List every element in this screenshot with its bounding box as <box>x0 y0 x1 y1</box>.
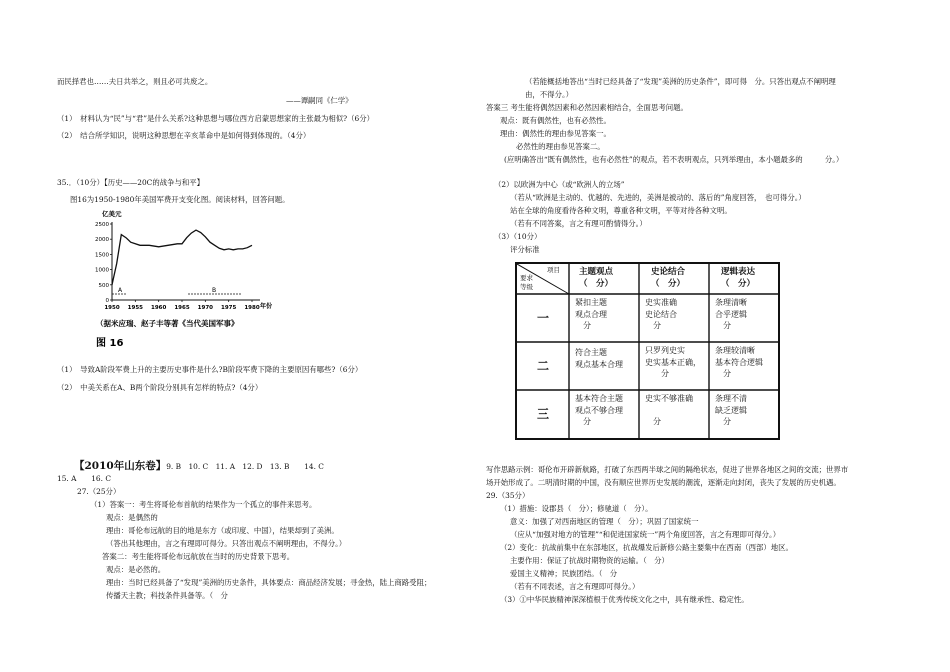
rubric-cell-1-theme-l3: 分 <box>575 321 591 331</box>
answer-29-2-spirit: 爱国主义精神；民族团结。（ 分 <box>510 569 618 578</box>
mc-answers-2: 15. A 16. C <box>57 474 111 483</box>
quote-source: ——谭嗣同《仁学》 <box>286 96 353 105</box>
question-35-2: （2） 中美关系在A、B两个阶段分别具有怎样的特点?（4分） <box>57 383 263 392</box>
rubric-cell-1-theme-l2: 观点合理 <box>575 309 607 319</box>
answer-27-1-note1: （答出其他理由，言之有理即可得分。只答出观点不阐明理由，不得分。） <box>106 539 347 548</box>
rubric-cell-1-history <box>645 297 677 332</box>
rubric-cell-3-theme-l3: 分 <box>575 417 591 427</box>
rubric-level-1: 一 <box>537 311 550 325</box>
rubric-header-logic-line2: （ 分） <box>721 279 756 290</box>
rubric-header-history-line1: 史论结合 <box>651 267 686 277</box>
answer-29-1-meaning: 意义：加强了对西南地区的管理（ 分）；巩固了国家统一 <box>510 517 699 526</box>
rubric-cell-1-theme <box>575 297 607 332</box>
y-tick-label-4: 2000 <box>95 237 109 244</box>
answer-27-1-a2: 答案二：考生能将哥伦布远航放在当时的历史背景下思考。 <box>102 552 295 561</box>
rubric-header-logic-line1: 逻辑表达 <box>721 267 756 277</box>
answer-29-2-change: （2）变化：抗战前集中在东部地区，抗战爆发后新修公路主要集中在西南（西部）地区。 <box>500 543 793 552</box>
phase-b-label: B <box>212 287 217 294</box>
chart-ylabel: 亿美元 <box>102 210 122 218</box>
answer-29-1-measures: （1）措施：设郡县（ 分）；修驰道（ 分）。 <box>500 504 653 513</box>
rubric-corner-top: 项目 <box>547 266 560 274</box>
answer-29-2-note: （若有不同表述，言之有理即可得分。） <box>510 582 640 591</box>
rubric-cell-2-history-l1: 只罗列史实 <box>645 346 685 355</box>
rubric-cell-3-history-l3: 分 <box>645 417 661 427</box>
answer-27-2-note2: （若有不同答案，言之有理可酌情得分。） <box>510 219 647 228</box>
chart-y-ticks <box>95 222 112 304</box>
answer-29-2-role: 主要作用：保证了抗战时期物资的运输。（ 分） <box>510 556 669 565</box>
writing-example-line2: 场开始形成了。二明清时期的中国，没有顺应世界历史发展的潮流，逐渐走向封闭，丧失了发展的历史机遇。 <box>486 478 841 487</box>
rubric-cell-3-logic-l2: 缺乏逻辑 <box>715 405 747 415</box>
x-tick-label-4: 1970 <box>197 305 213 311</box>
rubric-cell-3-history-l2 <box>645 405 693 417</box>
rubric-header-theme <box>579 266 613 291</box>
rubric-corner-left2: 等级 <box>520 283 533 291</box>
rubric-cell-1-history-l3: 分 <box>645 321 661 331</box>
rubric-cell-2-theme-l2: 观点基本合理 <box>575 359 623 369</box>
answer-27-2-note: （若从“欧洲是主动的、优越的、先进的，美洲是被动的、落后的”角度回答， 也可得分。） <box>510 193 806 202</box>
answer-29-3: （3）①中华民族精神深深植根于优秀传统文化之中，具有继承性、稳定性。 <box>500 595 749 604</box>
answer-27-note-cond: （若能概括地答出“当时已经具备了“发现”美洲的历史条件”，即可得 分。只答出观点不阐明理 <box>525 77 836 86</box>
chart-x-unit: 年份 <box>260 303 273 310</box>
answer-29-1-note: （应从“加强对地方的管理”“和促进国家统一”两个角度回答，言之有理即可得分。） <box>510 530 781 539</box>
rubric-cell-2-theme <box>575 347 623 370</box>
writing-example-line1: 写作思路示例：哥伦布开辟新航路，打破了东西两半球之间的隔绝状态，促进了世界各地区之间的交流；世界市 <box>486 465 849 474</box>
question-35-1: （1） 导致A阶段军费上升的主要历史事件是什么?B阶段军费下降的主要原因有哪些?（6分） <box>57 365 363 374</box>
x-tick-label-5: 1975 <box>221 305 237 311</box>
rubric-cell-1-theme-l1: 紧扣主题 <box>575 298 607 307</box>
mc-answers-1: 9. B 10. C 11. A 12. D 13. B 14. C <box>166 462 324 471</box>
rubric-cell-2-logic-l3: 分 <box>715 369 731 379</box>
rubric-cell-3-history-l1: 史实不够准确 <box>645 394 693 403</box>
rubric-cell-2-logic <box>715 345 763 380</box>
rubric-cell-1-logic-l1: 条理清晰 <box>715 298 747 307</box>
rubric-cell-3-logic-l1: 条理不清 <box>715 394 747 403</box>
rubric-cell-2-logic-l1: 条理较清晰 <box>715 346 755 355</box>
x-tick-label-0: 1950 <box>104 305 120 311</box>
answer-27-note-cond-cont: 由，不得分。） <box>525 90 574 99</box>
x-tick-label-3: 1965 <box>174 305 190 311</box>
rubric-cell-1-history-l1: 史实准确 <box>645 298 677 307</box>
rubric-cell-3-theme-l1: 基本符合主题 <box>575 394 623 403</box>
rubric-header-history-line2: （ 分） <box>651 279 686 290</box>
rubric-cell-3-theme-l2: 观点不够合理 <box>575 405 623 415</box>
rubric-corner-left1: 要求 <box>520 274 533 282</box>
rubric-cell-3-theme <box>575 393 623 428</box>
question-34-1: （1） 材料认为“民”与“君”是什么关系?这种思想与哪位西方启蒙思想家的主张最为相似?（6分） <box>57 114 374 123</box>
answer-27-1-reason2: 理由：当时已经具备了“发现”美洲的历史条件，具体要点：商品经济发展；寻金热，陆上商路受阻； <box>106 578 432 587</box>
rubric-cell-1-logic-l3: 分 <box>715 321 731 331</box>
answer-27-a3: 答案三 考生能将偶然因素和必然因素相结合，全面思考问题。 <box>486 103 688 112</box>
answer-27-a3-reason2: 必然性的理由参见答案二。 <box>516 142 605 151</box>
answer-27-a3-view: 观点：既有偶然性，也有必然性。 <box>500 116 611 125</box>
military-spending-chart <box>82 206 277 358</box>
answer-29-heading: 29.（35分） <box>486 491 530 500</box>
y-tick-label-2: 1000 <box>95 267 109 274</box>
rubric-cell-1-logic-l2: 合乎逻辑 <box>715 309 747 319</box>
rubric-cell-2-logic-l2: 基本符合逻辑 <box>715 357 763 367</box>
rubric-cell-2-history-l2: 史实基本正确， <box>645 357 701 367</box>
rubric-cell-3-logic-l3: 分 <box>715 417 731 427</box>
quote-ending: 而民择君也……夫日共举之，则且必可共废之。 <box>57 77 213 86</box>
exam-title: 【2010年山东卷】 <box>74 460 167 472</box>
chart-caption-title: 图 16 <box>96 338 124 349</box>
answer-27-heading: 27.（25分） <box>77 487 121 496</box>
answer-27-1-view2: 观点：是必然的。 <box>106 565 166 574</box>
rubric-level-2: 二 <box>537 359 550 373</box>
y-tick-label-5: 2500 <box>95 222 109 228</box>
phase-a-label: A <box>118 287 123 294</box>
question-35-intro: 图16为1950-1980年美国军费开支变化图。阅读材料，回答问题。 <box>70 195 290 204</box>
exam-mc-answers <box>74 460 324 474</box>
rubric-level-3: 三 <box>537 407 550 421</box>
y-tick-label-0: 0 <box>105 298 109 304</box>
chart-x-ticks <box>104 300 259 311</box>
rubric-cell-2-history <box>645 345 701 380</box>
rubric-header-theme-line2: （ 分） <box>579 279 614 290</box>
answer-27-3: （3）（10分） <box>494 232 542 241</box>
rubric-cell-3-logic <box>715 393 747 428</box>
question-34-2: （2） 结合所学知识，说明这种思想在辛亥革命中是如何得到体现的。（4分） <box>57 131 311 140</box>
y-tick-label-3: 1500 <box>95 252 109 259</box>
answer-27-2-point: 站在全球的角度看待各种文明，尊重各种文明，平等对待各种文明。 <box>510 206 732 215</box>
chart-caption-source: （据米应瑞、赵子丰等著《当代美国军事》 <box>96 319 239 328</box>
y-tick-label-1: 500 <box>98 282 109 289</box>
scoring-rubric-table <box>515 262 780 440</box>
rubric-cell-1-history-l2: 史论结合 <box>645 309 677 319</box>
scoring-standard-label: 评分标准 <box>510 245 540 254</box>
rubric-cell-1-logic <box>715 297 747 332</box>
x-tick-label-2: 1960 <box>151 305 167 311</box>
chart-series-line <box>112 230 252 285</box>
rubric-header-logic <box>721 266 755 291</box>
rubric-cell-2-history-l3: 分 <box>645 369 669 379</box>
answer-27-a3-note: (应明确答出“既有偶然性，也有必然性”的观点，若不表明观点，只列举理由，本小题最多的 分。） <box>504 155 844 164</box>
rubric-header-theme-line1: 主题观点 <box>579 267 614 277</box>
answer-27-1-a1: （1）答案一：考生将哥伦布首航的结果作为一个孤立的事件来思考。 <box>90 500 317 509</box>
rubric-cell-3-history <box>645 393 693 428</box>
x-tick-label-1: 1955 <box>127 305 143 311</box>
answer-27-1-view1: 观点：是偶然的 <box>106 513 158 522</box>
rubric-cell-2-theme-l1: 符合主题 <box>575 348 607 357</box>
answer-27-a3-reason1: 理由：偶然性的理由参见答案一。 <box>500 129 611 138</box>
answer-27-1-reason2-cont: 传播天主教；科技条件具备等。（ 分 <box>106 591 228 600</box>
rubric-header-history <box>651 266 685 291</box>
answer-27-2: （2）以欧洲为中心（或“欧洲人的立场” <box>494 180 625 189</box>
question-35-heading: 35.．（10分）【历史——20C的战争与和平】 <box>57 178 205 187</box>
answer-27-1-reason1: 理由：哥伦布远航的目的地是东方（或印度、中国），结果却到了美洲。 <box>106 526 339 535</box>
x-tick-label-6: 1980 <box>244 305 260 311</box>
